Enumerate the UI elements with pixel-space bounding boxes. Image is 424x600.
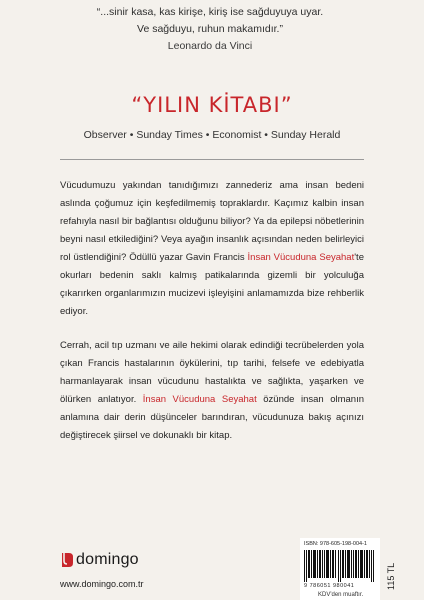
quote-line-1: “...sinir kasa, kas kirişe, kiriş ise sağduyuya uyar. bbox=[96, 6, 324, 18]
p1-book-title: İnsan Vücuduna Seyahat bbox=[247, 252, 355, 263]
barcode-icon bbox=[304, 550, 376, 582]
p1-text-b: 'te okurları bedenin saklı kalmış patikalarında gizemli bir yolculuğa çıkarırken organlarımızın mucizevi işleyişini anlamamızda bize rehberlik ediyor. bbox=[60, 252, 364, 317]
blurb-paragraph-2 bbox=[60, 337, 364, 445]
isbn-text: ISBN: 978-605-198-004-1 bbox=[304, 541, 367, 547]
p2-book-title: İnsan Vücuduna Seyahat bbox=[142, 394, 257, 405]
publisher-website: www.domingo.com.tr bbox=[60, 579, 144, 589]
headline: “YILIN KİTABI” bbox=[131, 93, 293, 117]
barcode-digits: 9 786051 980041 bbox=[304, 583, 355, 589]
blurb-paragraph-1 bbox=[60, 177, 364, 321]
tax-note: KDV'den muaftır. bbox=[318, 592, 364, 598]
quote-line-2: Ve sağduyu, ruhun makamıdır.” bbox=[137, 23, 283, 35]
quote-author: Leonardo da Vinci bbox=[167, 40, 253, 52]
price-label: 115 TL bbox=[386, 562, 396, 590]
blurb bbox=[60, 177, 364, 461]
epigraph-quote bbox=[60, 4, 360, 55]
p2-text-a: Cerrah, acil tıp uzmanı ve aile hekimi olarak edindiği tecrübelerden yola çıkan Francis hastalarının öykülerini, tıp tarihi, felsefe ve edebiyatla harmanlayarak insan vücudunu hastalıkta ve sağlıkta, yaşarken ve ölürken anlatıyor. bbox=[60, 340, 364, 405]
p2-text-b: özünde insan olmanın anlamına dair derin düşünceler barındıran, vücudunuza bakış açınızı değiştirecek şiirsel ve dokunaklı bir kitap. bbox=[60, 394, 364, 441]
divider bbox=[60, 159, 364, 160]
domingo-logo-icon bbox=[60, 551, 74, 569]
p1-text-a: Vücudumuzu yakından tanıdığımızı zannederiz ama insan bedeni aslında çoğumuz için keşfedilmemiş topraklardır. Kaçımız kalbin insan refahıyla nasıl bir bağlantısı olduğunu biliyor? Ya da epilepsi nöbetlerinin beyni nasıl etkilediğini? Veya ayağın insanlık açısından neden belirleyici rol üstlendiğini? Ödüllü yazar Gavin Francis bbox=[60, 180, 364, 263]
publisher-name: domingo bbox=[76, 551, 139, 568]
press-list: Observer • Sunday Times • Economist • Sunday Herald bbox=[83, 129, 341, 141]
publisher-logo bbox=[60, 551, 139, 569]
